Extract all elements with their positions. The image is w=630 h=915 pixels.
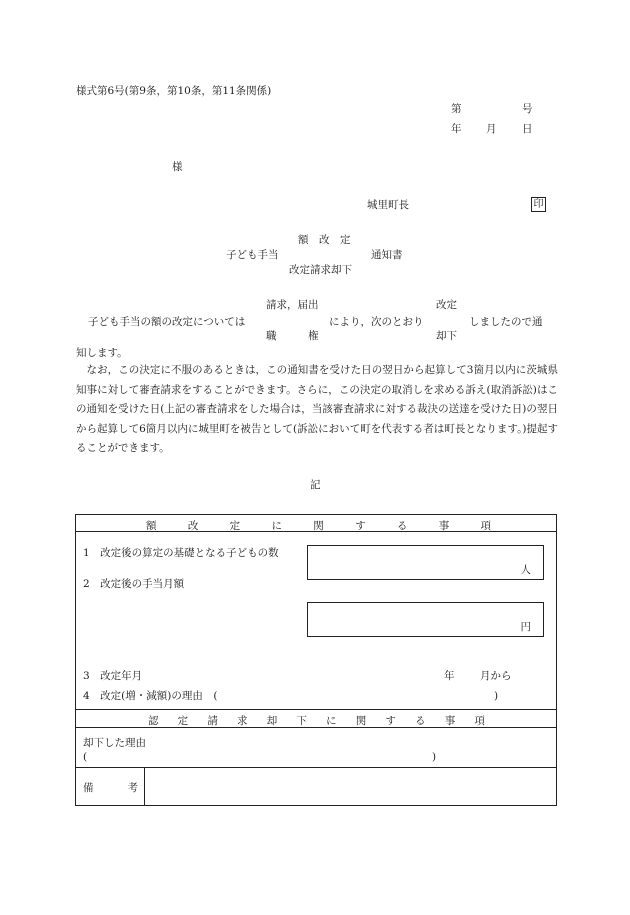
item3-year: 年 xyxy=(444,670,455,682)
body-lower-b: 却下 xyxy=(436,330,457,342)
title-lower: 改定請求却下 xyxy=(289,264,352,276)
item4-close: ) xyxy=(494,690,499,702)
reject-reason-close: ) xyxy=(432,751,437,763)
body-upper-a: 請求，届出 xyxy=(266,299,319,311)
date-day: 日 xyxy=(522,123,533,135)
body-main-b: により，次のとおり xyxy=(329,316,424,328)
item3-label: 3 改定年月 xyxy=(83,670,143,682)
divider xyxy=(76,727,556,728)
title-right: 通知書 xyxy=(371,249,403,261)
details-table xyxy=(75,514,557,806)
remarks-field[interactable] xyxy=(145,768,556,805)
body-main-c: しましたので通 xyxy=(469,316,543,328)
appeal-notice: なお，この決定に不服のあるときは，この通知書を受けた日の翌日から起算して3箇月以内に茨城県知事に対して審査請求をすることができます。さらに，この決定の取消しを求める訴え(取消訴訟)はこの通知を受けた日(上記の審査請求をした場合は，当該審査請求に対する裁決の送達を受けた日)の翌日から起算して6箇月以内に城里町を被告として(訴訟において町を代表する者は町長となります。)提起することができます。 xyxy=(76,364,558,454)
item1-label: 1 改定後の算定の基礎となる子どもの数 xyxy=(83,547,279,559)
form-number: 様式第6号(第9条，第10条，第11条関係) xyxy=(76,85,272,97)
ki-label: 記 xyxy=(310,479,321,491)
remarks-label: 備 考 xyxy=(83,782,138,794)
body-main-a: 子ども手当の額の改定については xyxy=(88,316,246,328)
body-line2: 知します。 xyxy=(76,347,128,359)
item2-label: 2 改定後の手当月額 xyxy=(83,578,185,590)
date-year: 年 xyxy=(451,123,462,135)
date-month: 月 xyxy=(486,123,497,135)
section2-header: 認 定 請 求 却 下 に 関 す る 事 項 xyxy=(148,715,485,727)
title-left: 子ども手当 xyxy=(226,249,279,261)
addressee-honorific: 様 xyxy=(172,161,183,173)
item2-unit: 円 xyxy=(520,620,531,633)
item3-month: 月から xyxy=(480,670,512,682)
divider xyxy=(76,531,556,532)
children-count-field[interactable] xyxy=(307,545,544,580)
reject-reason-open: ( xyxy=(83,751,88,763)
body-lower-a: 職 権 xyxy=(266,330,319,342)
body-upper-b: 改定 xyxy=(436,299,457,311)
item4-label: 4 改定(増・減額)の理由 ( xyxy=(83,690,218,702)
monthly-amount-field[interactable] xyxy=(307,602,544,637)
item1-unit: 人 xyxy=(520,563,531,576)
divider xyxy=(76,709,556,710)
seal-box: 印 xyxy=(531,197,546,212)
doc-number-suffix: 号 xyxy=(522,103,533,115)
title-upper: 額 改 定 xyxy=(298,234,351,246)
doc-number-prefix: 第 xyxy=(451,103,462,115)
issuer-title: 城里町長 xyxy=(367,199,409,211)
section1-header: 額 改 定 に 関 す る 事 項 xyxy=(146,520,491,532)
reject-reason-label: 却下した理由 xyxy=(83,737,146,749)
